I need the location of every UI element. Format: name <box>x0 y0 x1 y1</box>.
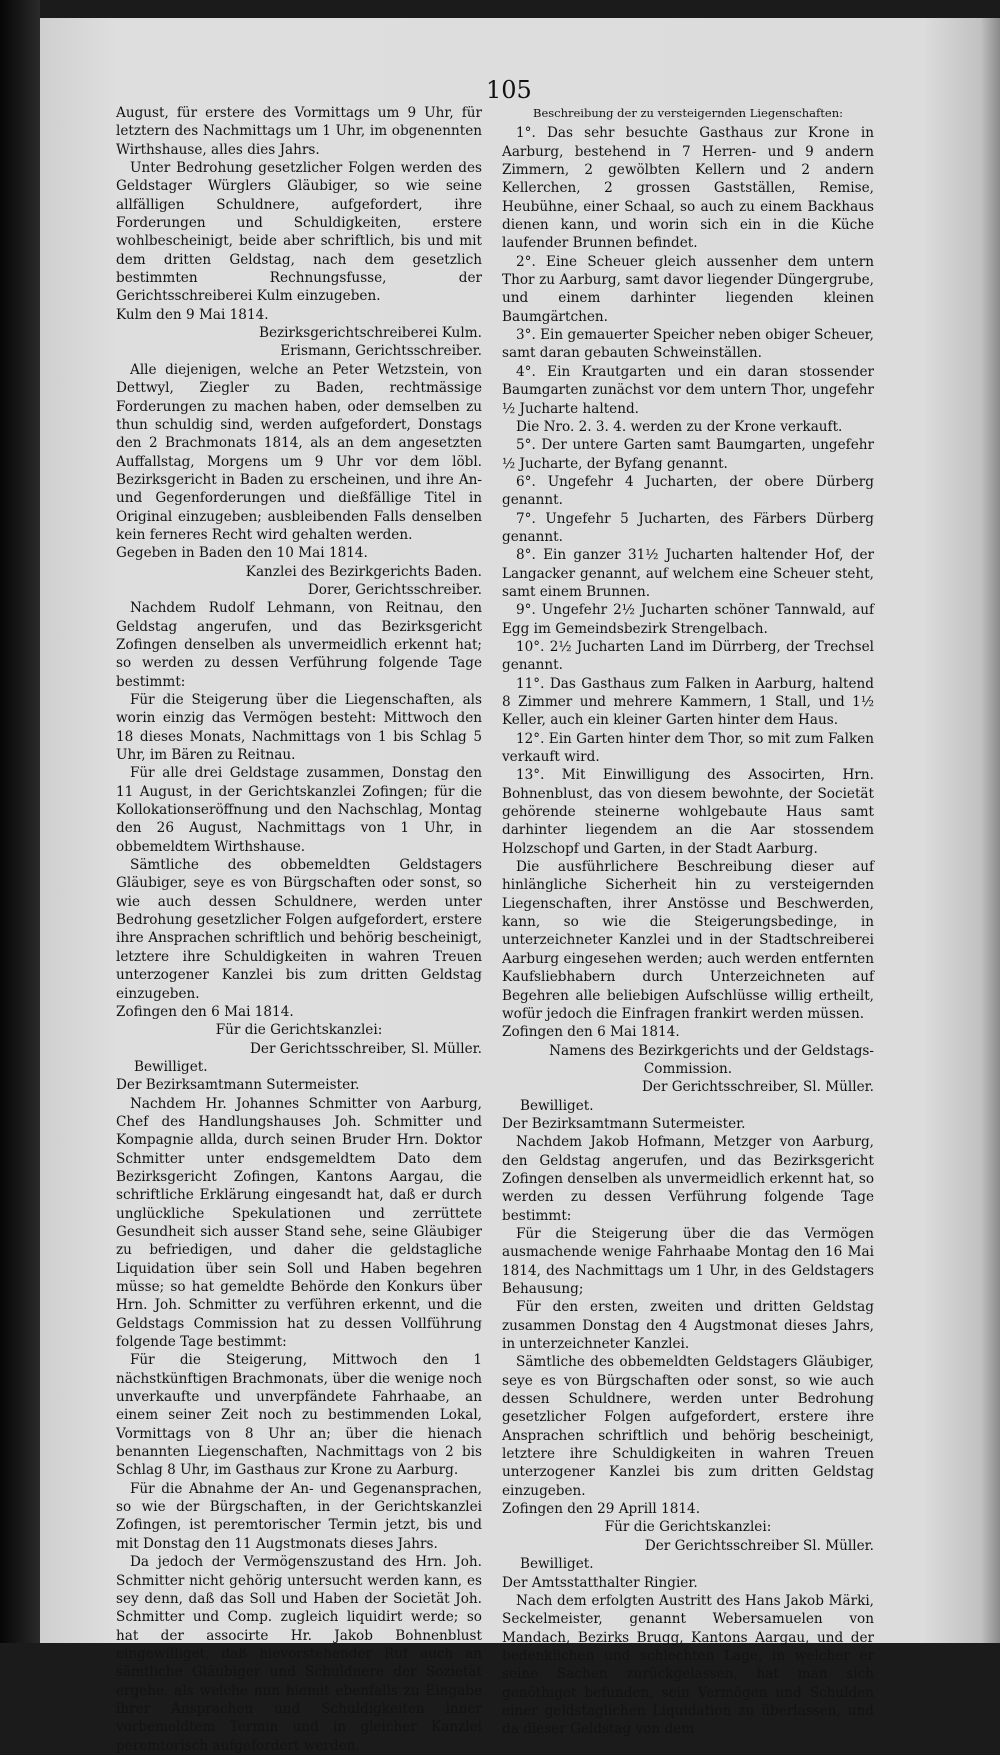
centered-line: Für die Gerichtskanzlei: <box>604 1519 772 1536</box>
signature-line: Bezirksgerichtschreiberei Kulm. <box>258 325 482 342</box>
paragraph: 1°. Das sehr besuchte Gasthaus zur Krone in Aarburg, bestehend in 7 Herren- und 9 andern Zimmern, 2 gewölbten Kellern und 2 andern Kellerchen, 2 grossen Gastställen, Remise, Heubühne, einer Schaal, so auch zu einem Backhaus dienen kann, und worin sich ein in die Küche laufender Brunnen befindet. <box>502 125 874 252</box>
paragraph: Unter Bedrohung gesetzlicher Folgen werden des Geldstager Würglers Gläubiger, so wie seine allfälligen Schuldnere, aufgefordert, ihre Forderungen und Schuldigkeiten, erstere wohlbescheinigt, beide aber schriftlich, bis und mit dem dritten Geldstag, nach dem gesetzlich bestimmten Rechnungsfusse, der Gerichtsschreiberei Kulm einzugeben. <box>116 160 482 305</box>
section-heading: Beschreibung der zu versteigernden Liegenschaften: <box>533 106 843 120</box>
centered-line: Commission. <box>643 1060 733 1077</box>
paragraph: August, für erstere des Vormittags um 9 Uhr, für letztern des Nachmittags um 1 Uhr, im obgenennten Wirthshause, alles dies Jahrs. <box>116 105 482 158</box>
paragraph: 6°. Ungefehr 4 Jucharten, der obere Dürberg genannt. <box>502 473 874 509</box>
text-line: Der Amtsstatthalter Ringier. <box>502 1574 698 1591</box>
page-number: 105 <box>486 76 532 104</box>
text-line: Gegeben in Baden den 10 Mai 1814. <box>116 545 368 562</box>
signature-line: Der Gerichtsschreiber Sl. Müller. <box>644 1537 874 1554</box>
right-column <box>502 104 874 1739</box>
paragraph: Nachdem Jakob Hofmann, Metzger von Aarburg, den Geldstag angerufen, und das Bezirksgericht Zofingen denselben als unvermeidlich erkennt hat, so werden zu dessen Verführung folgende Tage bestimmt: <box>502 1134 874 1224</box>
approval-line: Bewilliget. <box>520 1556 594 1573</box>
paragraph: Für die Steigerung über die Liegenschaften, als worin einzig das Vermögen besteht: Mittwoch den 18 dieses Monats, Nachmittags von 1 bis Schlag 5 Uhr, im Bären zu Reitnau. <box>116 692 482 764</box>
paragraph: 13°. Mit Einwilligung des Associrten, Hrn. Bohnenblust, das von diesem bewohnte, der Societät gehörende steinerne wohlgebaute Haus samt darhinter liegendem an die Aar stossendem Holzschopf und Garten, in der Stadt Aarburg. <box>502 767 874 857</box>
signature-line: Namens des Bezirkgerichts und der Geldstags- <box>549 1042 874 1059</box>
paragraph: 7°. Ungefehr 5 Jucharten, des Färbers Dürberg genannt. <box>502 510 874 545</box>
paragraph: Nachdem Hr. Johannes Schmitter von Aarburg, Chef des Handlungshauses Joh. Schmitter und Kompagnie allda, durch seinen Bruder Hrn. Doktor Schmitter unter endsgemeldtem Dato dem Bezirksgericht Zofingen, Kantons Aargau, die schriftliche Erklärung eingesandt hat, daß er durch unglückliche Spekulationen und zerrüttete Gesundheit sich ausser Stand sehe, seine Gläubiger zu befriedigen, und daher die geldstagliche Liquidation über sein Soll und Haben begehren müsse; so hat gemeldte Behörde den Konkurs über Hrn. Joh. Schmitter zu verführen erkennt, und die Geldstags Commission hat zu dessen Vollführung folgende Tage bestimmt: <box>116 1095 482 1351</box>
paragraph: Für die Steigerung über die das Vermögen ausmachende wenige Fahrhaabe Montag den 16 Mai 1814, des Nachmittags um 1 Uhr, in des Geldstagers Behausung; <box>502 1225 874 1297</box>
signature-line: Der Gerichtsschreiber, Sl. Müller. <box>250 1040 482 1057</box>
paragraph: Für alle drei Geldstage zusammen, Donstag den 11 August, in der Gerichtskanzlei Zofingen; für die Kollokationseröffnung und den Nachschlag, Montag den 26 August, Nachmittags von 1 Uhr, in obbemeldtem Wirthshause. <box>116 765 482 855</box>
paragraph: 4°. Ein Krautgarten und ein daran stossender Baumgarten zunächst vor dem untern Thor, ungefehr ½ Jucharte haltend. <box>502 363 874 417</box>
left-column <box>116 104 482 1755</box>
text-line: Zofingen den 29 Aprill 1814. <box>502 1501 701 1518</box>
approval-line: Bewilliget. <box>520 1097 594 1114</box>
paragraph: Da jedoch der Vermögenszustand des Hrn. Joh. Schmitter nicht gehörig untersucht werden kann, es sey denn, daß das Soll und Haben der Societät Joh. Schmitter und Comp. zugleich liquidirt werde; so hat der associrte Hr. Jakob Bohnenblust eingewilliget, daß hievorstehender Ruf auch an sämtliche Gläubiger und Schuldnere der Sozietät ergehe, als welche nun hiemit ebenfalls zu Eingabe ihrer Ansprachen und Schuldigkeiten inner vorbemeldtem Termin und in gleicher Kanzlei peremtorisch aufgefordert werden. <box>116 1554 482 1754</box>
text-line: Zofingen den 6 Mai 1814. <box>502 1024 680 1041</box>
paragraph: 11°. Das Gasthaus zum Falken in Aarburg, haltend 8 Zimmer und mehrere Kammern, 1 Stall, und 1½ Keller, auch ein kleiner Garten hinter dem Haus. <box>502 675 874 729</box>
paragraph: 12°. Ein Garten hinter dem Thor, so mit zum Falken verkauft wird. <box>502 730 874 766</box>
signature-line: Kanzlei des Bezirkgerichts Baden. <box>245 563 482 580</box>
paragraph: Für den ersten, zweiten und dritten Geldstag zusammen Donstag den 4 Augstmonat dieses Jahrs, in unterzeichneter Kanzlei. <box>502 1299 874 1353</box>
paragraph: Die ausführlichere Beschreibung dieser auf hinlängliche Sicherheit hin zu versteigernden Liegenschaften, ihrer Anstösse und Beschwerden, kann, so wie die Steigerungsbedinge, in unterzeichneter Kanzlei und in der Stadtschreiberei Aarburg eingesehen werden; auch werden entfernten Kaufsliebhabern durch Unterzeichneten auf Begehren alle beliebigen Aufschlüsse willig ertheilt, wofür jedoch die Einfragen frankirt werden müssen. <box>502 859 874 1022</box>
text-line: Der Bezirksamtmann Sutermeister. <box>502 1115 746 1132</box>
signature-line: Dorer, Gerichtsschreiber. <box>307 581 482 598</box>
approval-line: Bewilliget. <box>134 1058 208 1075</box>
paragraph: 2°. Eine Scheuer gleich aussenher dem untern Thor zu Aarburg, samt davor liegender Düngergrube, und einem darhinter liegenden kleinen Baumgärtchen. <box>502 253 874 325</box>
paragraph: 8°. Ein ganzer 31½ Jucharten haltender Hof, der Langacker genannt, auf welchem eine Scheuer steht, samt einem Brunnen. <box>502 547 874 600</box>
text-line: Der Bezirksamtmann Sutermeister. <box>116 1077 360 1094</box>
paragraph: Für die Steigerung, Mittwoch den 1 nächstkünftigen Brachmonats, über die wenige noch unverkaufte und unverpfändete Fahrhaabe, an einem seiner Zeit noch zu bestimmenden Lokal, Vormittags von 8 Uhr an; über die hienach benannten Liegenschaften, Nachmittags von 2 bis Schlag 8 Uhr, im Gasthaus zur Krone zu Aarburg. <box>116 1352 482 1479</box>
paragraph: 10°. 2½ Jucharten Land im Dürrberg, der Trechsel genannt. <box>502 638 874 674</box>
paragraph: 3°. Ein gemauerter Speicher neben obiger Scheuer, samt daran gebauten Schweinställen. <box>502 327 874 362</box>
paragraph: Nachdem Rudolf Lehmann, von Reitnau, den Geldstag angerufen, und das Bezirksgericht Zofingen denselben als unvermeidlich erkennt hat; so werden zu dessen Verführung folgende Tage bestimmt: <box>116 600 482 690</box>
page-edge <box>982 18 1000 1643</box>
centered-line: Für die Gerichtskanzlei: <box>215 1022 383 1039</box>
paragraph: 5°. Der untere Garten samt Baumgarten, ungefehr ½ Jucharte, der Byfang genannt. <box>502 437 874 472</box>
paragraph: Die Nro. 2. 3. 4. werden zu der Krone verkauft. <box>516 418 843 435</box>
paragraph: Sämtliche des obbemeldten Geldstagers Gläubiger, seye es von Bürgschaften oder sonst, so wie auch dessen Schuldnere, werden unter Bedrohung gesetzlicher Folgen aufgefordert, erstere ihre Ansprachen schriftlich und behörig bescheinigt, letztere ihre Schuldigkeiten in wahren Treuen unterzogener Kanzlei bis zum dritten Geldstag einzugeben. <box>116 857 482 1002</box>
scan-shadow <box>0 0 40 1643</box>
paragraph: Für die Abnahme der An- und Gegenansprachen, so wie der Bürgschaften, in der Gerichtskanzlei Zofingen, ist peremtorischer Termin jetzt, bis und mit Donstag den 11 Augstmonats dieses Jahrs. <box>116 1480 482 1552</box>
signature-line: Erismann, Gerichtsschreiber. <box>280 343 482 360</box>
paragraph: Nach dem erfolgten Austritt des Hans Jakob Märki, Seckelmeister, genannt Webersamuelen von Mandach, Bezirks Brugg, Kantons Aargau, und der bedenklichen und schlechten Lage, in welcher er seine Sachen zurückgelassen, hat man sich genöthiget befunden, sein Vermögen und Schulden einer geldstaglichen Liquidation zu überlassen, und da dieser Geldstag von dem <box>502 1592 874 1738</box>
paragraph: Sämtliche des obbemeldten Geldstagers Gläubiger, seye es von Bürgschaften oder sonst, so wie auch dessen Schuldnere, werden unter Bedrohung gesetzlicher Folgen aufgefordert, erstere ihre Ansprachen schriftlich und behörig bescheinigt, letztere ihre Schuldigkeiten in wahren Treuen unterzogener Kanzlei bis zum dritten Geldstag einzugeben. <box>502 1354 874 1499</box>
paragraph: Alle diejenigen, welche an Peter Wetzstein, von Dettwyl, Ziegler zu Baden, rechtmässige Forderungen zu machen haben, oder demselben zu thun schuldig sind, werden aufgefordert, Donstags den 2 Brachmonats 1814, als an dem angesetzten Auffallstag, Morgens um 9 Uhr vor dem löbl. Bezirksgericht in Baden zu erscheinen, und ihre An- und Gegenforderungen und dießfällige Titel in Original einzugeben; ausbleibenden Falls denselben kein ferneres Recht wird gehalten werden. <box>116 361 482 543</box>
signature-line: Der Gerichtsschreiber, Sl. Müller. <box>642 1079 874 1096</box>
paragraph: 9°. Ungefehr 2½ Jucharten schöner Tannwald, auf Egg im Gemeindsbezirk Strengelbach. <box>502 602 874 637</box>
text-line: Kulm den 9 Mai 1814. <box>116 306 269 323</box>
text-line: Zofingen den 6 Mai 1814. <box>116 1003 294 1020</box>
